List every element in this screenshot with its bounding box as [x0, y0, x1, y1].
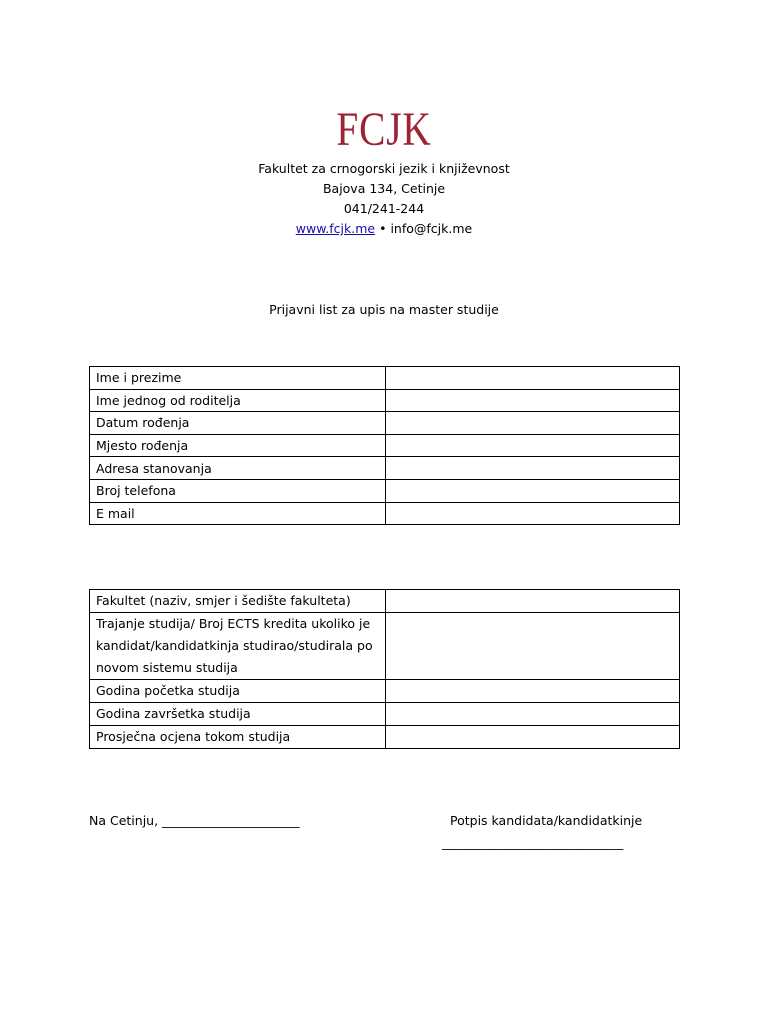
table-row — [90, 412, 680, 435]
field-label: Datum rođenja — [90, 412, 386, 435]
table-row — [90, 613, 680, 680]
field-label: Trajanje studija/ Broj ECTS kredita ukoliko je kandidat/kandidatkinja studirao/studirala po novom sistemu studija — [90, 613, 386, 680]
table-row — [90, 367, 680, 390]
field-value-cell[interactable] — [386, 434, 680, 457]
table-row — [90, 502, 680, 525]
field-value-cell[interactable] — [386, 479, 680, 502]
field-label: Broj telefona — [90, 479, 386, 502]
table-row — [90, 389, 680, 412]
form-title: Prijavni list za upis na master studije — [269, 302, 499, 317]
field-value-cell[interactable] — [386, 367, 680, 390]
field-value-cell[interactable] — [386, 502, 680, 525]
field-value-cell[interactable] — [386, 457, 680, 480]
field-value-cell[interactable] — [386, 680, 680, 703]
field-label: Fakultet (naziv, smjer i šedište fakulteta) — [90, 590, 386, 613]
field-label: Godina završetka studija — [90, 703, 386, 726]
field-value-cell[interactable] — [386, 726, 680, 749]
field-value-cell[interactable] — [386, 613, 680, 680]
place-date-line: Na Cetinju, ______________________ — [89, 813, 300, 828]
table-row — [90, 479, 680, 502]
table-row — [90, 703, 680, 726]
field-label: Prosječna ocjena tokom studija — [90, 726, 386, 749]
separator-bullet: • — [379, 221, 387, 236]
faculty-address: Bajova 134, Cetinje — [322, 181, 446, 196]
field-value-cell[interactable] — [386, 389, 680, 412]
fcjk-logo: FCJK — [336, 103, 432, 156]
faculty-phone: 041/241-244 — [343, 201, 425, 216]
field-label: E mail — [90, 502, 386, 525]
table-row — [90, 726, 680, 749]
email-text: info@fcjk.me — [390, 221, 473, 236]
signature-label: Potpis kandidata/kandidatkinje — [450, 813, 643, 828]
personal-info-table — [89, 366, 680, 525]
website-link[interactable]: www.fcjk.me — [295, 221, 376, 236]
field-label: Godina početka studija — [90, 680, 386, 703]
contact-line — [0, 221, 768, 237]
study-info-table — [89, 589, 680, 749]
field-label: Ime i prezime — [90, 367, 386, 390]
field-value-cell[interactable] — [386, 703, 680, 726]
field-value-cell[interactable] — [386, 590, 680, 613]
field-label: Mjesto rođenja — [90, 434, 386, 457]
table-row — [90, 680, 680, 703]
table-row — [90, 457, 680, 480]
table-row — [90, 590, 680, 613]
table-row — [90, 434, 680, 457]
field-value-cell[interactable] — [386, 412, 680, 435]
field-label: Ime jednog od roditelja — [90, 389, 386, 412]
signature-line: _____________________________ — [442, 835, 624, 850]
faculty-name: Fakultet za crnogorski jezik i književnost — [258, 161, 510, 176]
field-label: Adresa stanovanja — [90, 457, 386, 480]
